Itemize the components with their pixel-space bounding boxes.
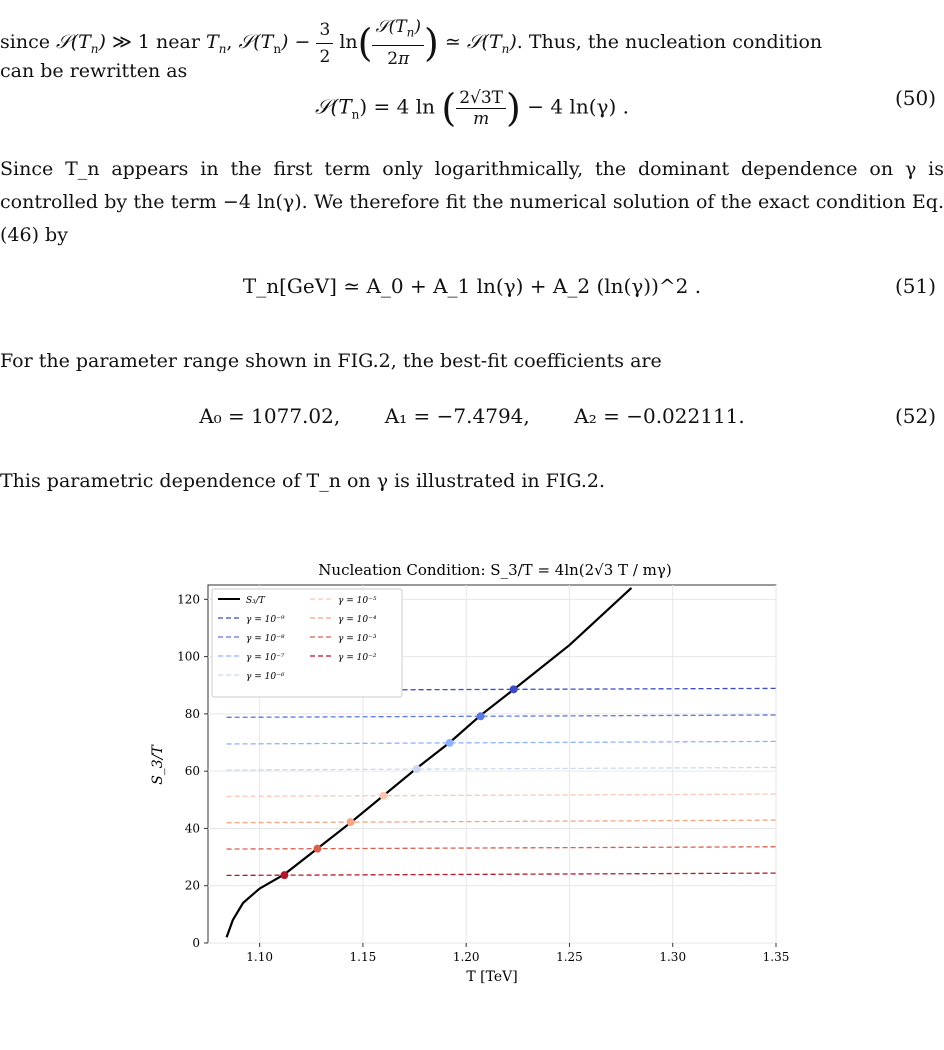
- x-tick-label: 1.25: [556, 950, 583, 964]
- y-tick-label: 120: [177, 592, 200, 607]
- legend: [212, 589, 402, 697]
- y-tick-label: 20: [184, 878, 200, 893]
- equation-51: T_n[GeV] ≃ A_0 + A_1 ln(γ) + A_2 (ln(γ))^2 . (51): [242, 274, 936, 298]
- x-tick-label: 1.30: [659, 950, 687, 964]
- x-tick-label: 1.35: [762, 950, 790, 964]
- y-tick-label: 0: [192, 936, 200, 950]
- gamma-line: [227, 847, 776, 849]
- legend-label: γ = 10⁻⁹: [246, 615, 285, 625]
- y-tick-label: 60: [184, 764, 200, 779]
- gamma-line: [227, 820, 776, 823]
- y-tick-label: 40: [184, 821, 200, 836]
- paragraph-2: Since T_n appears in the first term only logarithmically, the dominant dependence on γ is controlled by the term −4 ln(γ). We therefore fit the numerical solution of the exact condition Eq. (46) by: [0, 158, 944, 246]
- legend-label: γ = 10⁻⁴: [338, 615, 377, 625]
- legend-label: γ = 10⁻⁶: [246, 672, 285, 682]
- crossing-point: [313, 845, 321, 853]
- legend-label: γ = 10⁻⁷: [246, 653, 285, 663]
- x-ticks: [246, 943, 789, 964]
- y-tick-label: 100: [177, 649, 200, 664]
- equation-52: A₀ = 1077.02, A₁ = −7.4794, A₂ = −0.022111. (52): [199, 404, 936, 428]
- legend-label: S₃/T: [246, 596, 265, 606]
- gamma-line: [227, 715, 776, 717]
- legend-label: γ = 10⁻⁵: [338, 596, 377, 606]
- intro-line-2: can be rewritten as: [0, 60, 188, 82]
- gamma-line: [227, 741, 776, 744]
- crossing-point: [380, 792, 388, 800]
- legend-label: γ = 10⁻²: [338, 653, 377, 663]
- gamma-line: [227, 767, 776, 770]
- crossing-point: [510, 685, 518, 693]
- equation-50: $𝒮(T_n) = 4$ ln ( $\frac{2√3T}{m}$ ) − 4 ln(γ) . (50): [315, 86, 936, 130]
- x-tick-label: 1.20: [452, 950, 480, 964]
- y-ticks: [177, 592, 208, 950]
- crossing-point: [477, 712, 485, 720]
- x-tick-label: 1.10: [246, 950, 273, 964]
- crossing-point: [280, 871, 288, 879]
- crossing-point: [347, 818, 355, 826]
- gamma-line: [227, 873, 776, 875]
- chart-title: Nucleation Condition: S_3/T = 4ln(2√3 T / mγ): [318, 561, 672, 579]
- intro-line: since $𝒮(T_n)$ ≫ 1 near $T_n$, $𝒮(T_n)$ − $\frac{3}{2}$ ln( $\frac{𝒮(T_n)}{2\pi}$ ) ≃ $𝒮(T_n)$. Thus, the nucleation condition: [0, 14, 944, 72]
- y-axis-label: S_3/T: [150, 745, 166, 785]
- nucleation-figure: [140, 555, 800, 995]
- crossing-point: [413, 765, 421, 773]
- legend-label: γ = 10⁻³: [338, 634, 377, 644]
- gamma-lines: [227, 688, 776, 875]
- paragraph-4: This parametric dependence of T_n on γ is illustrated in FIG.2.: [0, 470, 606, 492]
- y-tick-label: 80: [184, 706, 200, 721]
- crossing-point: [446, 739, 454, 747]
- gamma-line: [227, 794, 776, 796]
- legend-label: γ = 10⁻⁸: [246, 634, 285, 644]
- x-tick-label: 1.15: [349, 950, 377, 964]
- x-axis-label: T [TeV]: [466, 969, 518, 985]
- paragraph-3: For the parameter range shown in FIG.2, the best-fit coefficients are: [0, 350, 662, 372]
